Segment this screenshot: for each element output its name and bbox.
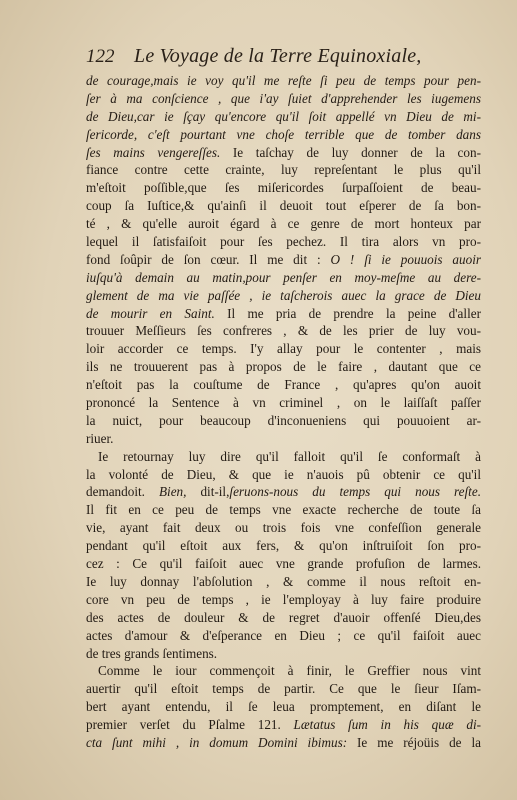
- text-line: [86, 519, 481, 537]
- text-run: Ie me réjoüis de la: [347, 734, 481, 750]
- italic-text-run: iuſqu'à demain au matin,pour penſer en moy-meſme au dere-: [86, 269, 481, 285]
- text-line: [86, 680, 481, 698]
- italic-text-run: Bien,: [158, 484, 187, 500]
- text-run: pendant qu'il eſtoit aux fers, & qu'on inſtruiſoit ſon pro-: [86, 538, 481, 554]
- text-run: fiance contre cette crainte, luy repreſentant le plus qu'il: [86, 162, 481, 178]
- text-run: cez : Ce qu'il faiſoit auec vne grande profuſion de larmes.: [86, 556, 481, 572]
- text-run: demandoit.: [86, 484, 159, 500]
- running-title: Le Voyage de la Terre Equinoxiale,: [134, 45, 422, 67]
- text-line: [86, 716, 481, 734]
- text-run: vie, ayant fait deux ou trois fois vne confeſſion generale: [86, 520, 481, 536]
- text-run: coup ſa Iuſtice,& qu'ainſi il deuoit tout eſperer de ſa bon-: [86, 198, 481, 214]
- italic-text-run: ſericorde, c'eſt pourtant vne choſe terrible que de tomber dans: [86, 126, 481, 142]
- text-line: [86, 215, 481, 233]
- text-line: [86, 72, 481, 90]
- text-line: [86, 609, 481, 627]
- body-text: [86, 72, 481, 752]
- italic-text-run: de courage,mais ie voy qu'il me reſte ſi peu de temps pour pen-: [86, 73, 481, 88]
- page-header: [86, 42, 481, 70]
- text-run: té , & qu'elle auroit égard à ce genre de mort honteux par: [86, 216, 481, 232]
- text-run: Ie retournay luy dire qu'il falloit qu'il ſe conformaſt à: [98, 448, 481, 464]
- page-number: 122: [86, 46, 115, 67]
- text-line: [86, 322, 481, 340]
- text-run: core vn peu de temps , ie l'employay à luy faire produire: [86, 591, 481, 607]
- text-line: [86, 90, 481, 108]
- text-run: actes d'amour & d'eſperance en Dieu ; ce qu'il faiſoit auec: [86, 627, 481, 643]
- italic-text-run: de mourir en Saint.: [86, 305, 215, 321]
- text-run: bert ayant entendu, il ſe leua promptement, en diſant le: [86, 699, 481, 715]
- text-run: riuer.: [86, 430, 114, 446]
- text-line: [86, 394, 481, 412]
- text-line: [86, 483, 481, 501]
- italic-text-run: ſer à ma conſcience , que i'ay ſuiet d'apprehender les iugemens: [86, 90, 481, 106]
- text-run: Il fit en ce peu de temps vne exacte recherche de toute ſa: [86, 502, 481, 518]
- text-run: des actes de douleur & de regret d'auoir offenſé Dieu,des: [86, 609, 481, 625]
- text-run: m'eſtoit poſſible,que ſes miſericordes ſurpaſſoient de beau-: [86, 180, 481, 196]
- italic-text-run: glement de ma vie paſſée , ie taſcherois auec la grace de Dieu: [86, 287, 481, 303]
- text-run: n'eſtoit pas la couſtume de France , qu'apres qu'on auoit: [86, 377, 481, 393]
- text-run: Ie luy donnay l'abſolution , & comme il nous reſtoit en-: [86, 573, 481, 589]
- text-run: lequel il ſatisfaiſoit pour ſes pechez. Il tira alors vn pro-: [86, 234, 481, 250]
- text-line: [86, 448, 481, 466]
- text-line: [86, 627, 481, 645]
- italic-text-run: ſeruons-nous du temps qui nous reſte.: [229, 484, 481, 500]
- text-line: [86, 734, 481, 752]
- text-line: [86, 573, 481, 591]
- italic-text-run: de Dieu,car ie ſçay qu'encore qu'il ſoit appellé vn Dieu de mi-: [86, 108, 481, 124]
- text-line: [86, 466, 481, 484]
- text-line: [86, 340, 481, 358]
- text-line: [86, 305, 481, 323]
- text-line: [86, 287, 481, 305]
- text-line: [86, 197, 481, 215]
- text-line: [86, 376, 481, 394]
- text-run: fond ſoûpir de ſon cœur. Il me dit :: [86, 251, 331, 267]
- text-line: [86, 161, 481, 179]
- text-line: [86, 108, 481, 126]
- text-run: de tres grands ſentimens.: [86, 645, 218, 661]
- text-line: [86, 412, 481, 430]
- text-line: [86, 126, 481, 144]
- text-line: [86, 591, 481, 609]
- text-run: ils ne trouuerent pas à propos de le faire , dautant que ce: [86, 359, 481, 375]
- text-line: [86, 233, 481, 251]
- text-run: auertir qu'il eſtoit temps de partir. Ce que le ſieur Iſam-: [86, 681, 481, 697]
- text-line: [86, 662, 481, 680]
- text-run: premier verſet du Pſalme 121.: [86, 717, 294, 733]
- text-run: Ie taſchay de luy donner de la con-: [220, 144, 481, 160]
- text-line: [86, 179, 481, 197]
- italic-text-run: O ! ſi ie pouuois auoir: [330, 251, 482, 267]
- text-line: [86, 698, 481, 716]
- text-line: [86, 501, 481, 519]
- italic-text-run: ſes mains vengereſſes.: [86, 144, 221, 160]
- text-line: [86, 251, 481, 269]
- text-run: la nuict, pour beaucoup d'inconueniens qui pouuoient ar-: [86, 412, 481, 428]
- text-run: Comme le iour commençoit à finir, le Greffier nous vint: [98, 663, 481, 679]
- text-run: dit-il,: [186, 484, 230, 500]
- text-line: [86, 144, 481, 162]
- italic-text-run: cta ſunt mihi , in domum Domini ibimus:: [86, 734, 348, 750]
- text-run: loir accorder ce temps. I'y allay pour le contenter , mais: [86, 341, 481, 357]
- text-run: prononcé la Sentence à vn criminel , on le laiſſaſt paſſer: [86, 395, 481, 411]
- text-line: [86, 645, 481, 663]
- text-run: trouuer Meſſieurs ſes confreres , & de les prier de luy vou-: [86, 323, 481, 339]
- text-line: [86, 358, 481, 376]
- text-line: [86, 555, 481, 573]
- text-run: Il me pria de prendre la peine d'aller: [214, 305, 481, 321]
- text-run: la volonté de Dieu, & que ie n'auois pû obtenir ce qu'il: [86, 466, 481, 482]
- text-line: [86, 269, 481, 287]
- text-line: [86, 430, 481, 448]
- italic-text-run: Lætatus ſum in his quæ di-: [293, 717, 482, 733]
- text-line: [86, 537, 481, 555]
